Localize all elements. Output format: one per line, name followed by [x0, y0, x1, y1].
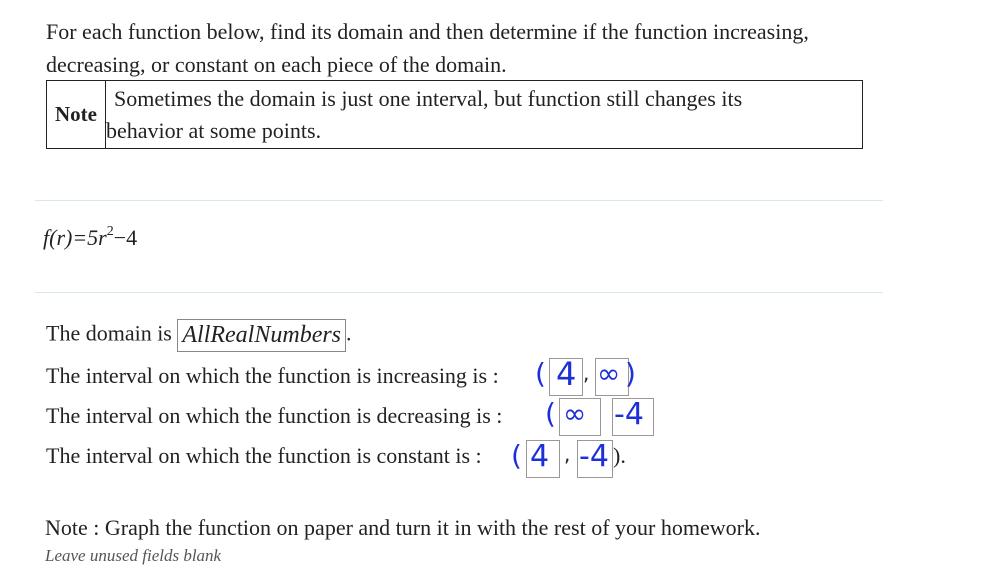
domain-prefix: The domain is — [46, 320, 172, 346]
increasing-start-value: 4 — [556, 355, 577, 393]
note-box — [46, 80, 863, 149]
increasing-hand-open: ( — [535, 357, 546, 390]
graph-note: Note : Graph the function on paper and turn it in with the rest of your homework. — [45, 515, 761, 540]
increasing-end-value: ∞ — [597, 357, 621, 390]
section-divider-bottom — [35, 292, 883, 293]
section-divider-top — [35, 200, 883, 201]
decreasing-hand-open: ( — [545, 397, 556, 430]
constant-close: ). — [613, 443, 626, 468]
formula-rhs: −4 — [113, 225, 138, 250]
increasing-line — [46, 363, 499, 389]
increasing-comma: , — [583, 361, 590, 385]
increasing-prefix: The interval on which the function is increasing is : — [46, 363, 499, 388]
note-text — [106, 81, 862, 148]
constant-start-value: 4 — [530, 439, 550, 474]
decreasing-line — [46, 403, 502, 429]
constant-comma: , — [564, 442, 571, 466]
constant-end-value: -4 — [579, 439, 609, 474]
increasing-hand-close: ) — [625, 357, 636, 390]
leave-blank-hint: Leave unused fields blank — [45, 546, 222, 565]
function-formula — [43, 225, 137, 251]
note-text-line2: behavior at some points. — [106, 118, 322, 143]
instructions-text: For each function below, find its domain and then determine if the function increasing, decreasing, or constant on each piece of the domain. — [46, 19, 809, 77]
note-label: Note — [47, 81, 106, 148]
decreasing-end-value: -4 — [614, 397, 644, 432]
constant-line — [46, 443, 482, 469]
domain-line — [46, 319, 352, 352]
domain-suffix: . — [346, 320, 352, 346]
note-text-line1: Sometimes the domain is just one interval, but function still changes its — [114, 86, 743, 111]
domain-input[interactable]: AllRealNumbers — [177, 319, 346, 352]
constant-prefix: The interval on which the function is constant is : — [46, 443, 482, 468]
formula-lhs: f(r)=5r — [43, 225, 107, 250]
decreasing-prefix: The interval on which the function is decreasing is : — [46, 403, 503, 428]
formula-exponent: 2 — [106, 224, 114, 239]
decreasing-start-value: ∞ — [563, 397, 587, 430]
constant-hand-open: ( — [511, 439, 522, 472]
